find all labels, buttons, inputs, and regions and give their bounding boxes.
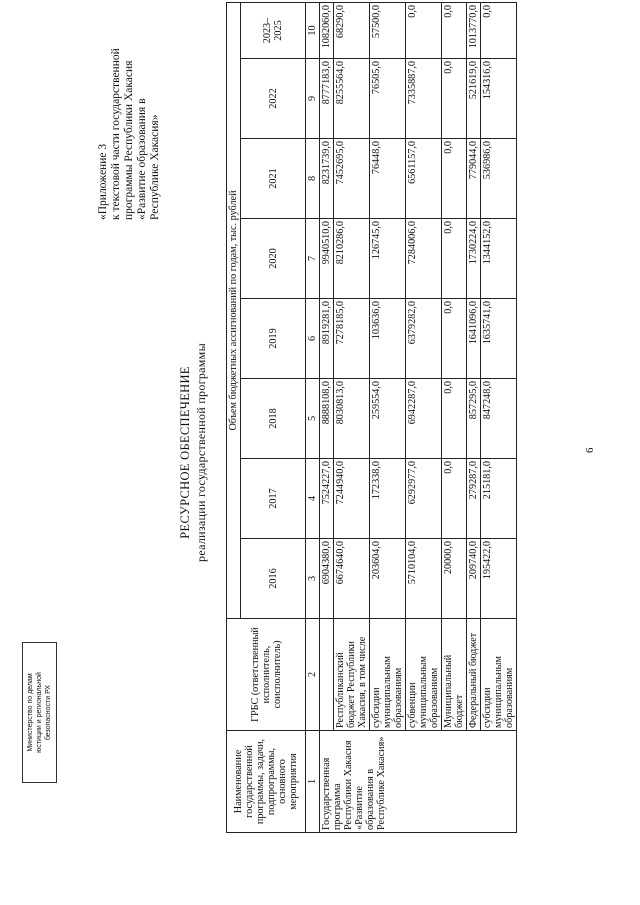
cell-value: 5710104,0 <box>406 539 442 619</box>
cell-value: 7278185,0 <box>334 299 370 379</box>
cell-value: 76448,0 <box>370 139 406 219</box>
column-index: 3 <box>306 539 320 619</box>
row-label: Республиканский бюджет Республики Хакасия, в том числе <box>334 619 370 731</box>
header-row-1 <box>227 3 241 833</box>
cell-value: 779044,0 <box>467 139 481 219</box>
cell-value: 8231739,0 <box>320 139 334 219</box>
cell-value: 7524227,0 <box>320 459 334 539</box>
document-subtitle: реализации государственной программы <box>194 343 208 562</box>
cell-value: 1635741,0 <box>481 299 517 379</box>
table-row <box>320 3 334 833</box>
cell-value: 521619,0 <box>467 59 481 139</box>
cell-value: 6942287,0 <box>406 379 442 459</box>
cell-value: 0,0 <box>442 59 467 139</box>
cell-value: 172338,0 <box>370 459 406 539</box>
funding-table <box>226 2 517 833</box>
cell-value: 1730224,0 <box>467 219 481 299</box>
cell-value: 203604,0 <box>370 539 406 619</box>
cell-value: 76505,0 <box>370 59 406 139</box>
table-row <box>467 3 481 833</box>
cell-value: 8888108,0 <box>320 379 334 459</box>
col-header-grbs: ГРБС (ответственный исполнитель, соисполнитель) <box>227 619 306 731</box>
cell-value: 0,0 <box>481 3 517 59</box>
col-header-volume: Объем бюджетных ассигнований по годам, тыс. рублей <box>227 3 241 619</box>
cell-value: 1344152,0 <box>481 219 517 299</box>
page-number: 6 <box>584 447 596 453</box>
year-header: 2021 <box>241 139 306 219</box>
cell-value: 1013770,0 <box>467 3 481 59</box>
cell-value: 9940510,0 <box>320 219 334 299</box>
year-header: 2018 <box>241 379 306 459</box>
cell-value: 0,0 <box>406 3 442 59</box>
year-header: 2019 <box>241 299 306 379</box>
appendix-note: «Приложение 3 к текстовой части государственной программы Республики Хакасия «Развитие образования в Республике Хакасия» <box>97 48 161 220</box>
cell-value: 0,0 <box>442 139 467 219</box>
cell-value: 195422,0 <box>481 539 517 619</box>
table-row <box>442 3 467 833</box>
cell-value: 103636,0 <box>370 299 406 379</box>
row-label: субвенции муниципальным образованиям <box>406 619 442 731</box>
column-index: 10 <box>306 3 320 59</box>
column-index: 9 <box>306 59 320 139</box>
table-row <box>334 3 370 833</box>
cell-value: 6904380,0 <box>320 539 334 619</box>
cell-value: 259554,0 <box>370 379 406 459</box>
cell-value: 8030813,0 <box>334 379 370 459</box>
cell-value: 0,0 <box>442 219 467 299</box>
column-index: 7 <box>306 219 320 299</box>
column-index-row <box>306 3 320 833</box>
column-index: 1 <box>306 731 320 833</box>
cell-value: 1082060,0 <box>320 3 334 59</box>
row-label: Муниципальный бюджет <box>442 619 467 731</box>
registration-stamp: Министерство по делам юстиции и региональной безопасности РХ <box>22 642 57 783</box>
year-header: 2017 <box>241 459 306 539</box>
cell-value: 154316,0 <box>481 59 517 139</box>
cell-value: 6292977,0 <box>406 459 442 539</box>
cell-value: 279287,0 <box>467 459 481 539</box>
row-label <box>320 619 334 731</box>
year-header: 2016 <box>241 539 306 619</box>
cell-value: 8255564,0 <box>334 59 370 139</box>
cell-value: 857295,0 <box>467 379 481 459</box>
cell-value: 8919281,0 <box>320 299 334 379</box>
column-index: 6 <box>306 299 320 379</box>
row-label: субсидии муниципальным образованиям <box>370 619 406 731</box>
year-header: 2022 <box>241 59 306 139</box>
cell-value: 215181,0 <box>481 459 517 539</box>
table-row <box>481 3 517 833</box>
cell-value: 126745,0 <box>370 219 406 299</box>
year-header: 2023– 2025 <box>241 3 306 59</box>
cell-value: 8777183,0 <box>320 59 334 139</box>
cell-value: 7244940,0 <box>334 459 370 539</box>
cell-value: 1641096,0 <box>467 299 481 379</box>
cell-value: 7335887,0 <box>406 59 442 139</box>
table-row <box>406 3 442 833</box>
column-index: 2 <box>306 619 320 731</box>
cell-value: 8210286,0 <box>334 219 370 299</box>
cell-value: 20000,0 <box>442 539 467 619</box>
cell-value: 536986,0 <box>481 139 517 219</box>
cell-value: 847248,0 <box>481 379 517 459</box>
document-title: РЕСУРСНОЕ ОБЕСПЕЧЕНИЕ <box>178 366 192 539</box>
row-label: субсидии муниципальным образованиям <box>481 619 517 731</box>
year-header: 2020 <box>241 219 306 299</box>
cell-value: 6674640,0 <box>334 539 370 619</box>
cell-value: 7284006,0 <box>406 219 442 299</box>
cell-value: 7452695,0 <box>334 139 370 219</box>
column-index: 4 <box>306 459 320 539</box>
col-header-name: Наименование государственной программы, задачи, подпрограммы, основного мероприятия <box>227 731 306 833</box>
cell-value: 57500,0 <box>370 3 406 59</box>
column-index: 8 <box>306 139 320 219</box>
cell-value: 6379282,0 <box>406 299 442 379</box>
program-name: Государственная программа Республики Хакасия «Развитие образования в Республике Хакасия» <box>320 731 517 833</box>
row-label: Федеральный бюджет <box>467 619 481 731</box>
cell-value: 0,0 <box>442 459 467 539</box>
cell-value: 68290,0 <box>334 3 370 59</box>
cell-value: 0,0 <box>442 299 467 379</box>
table-row <box>370 3 406 833</box>
cell-value: 6561157,0 <box>406 139 442 219</box>
cell-value: 0,0 <box>442 379 467 459</box>
column-index: 5 <box>306 379 320 459</box>
cell-value: 209740,0 <box>467 539 481 619</box>
cell-value: 0,0 <box>442 3 467 59</box>
